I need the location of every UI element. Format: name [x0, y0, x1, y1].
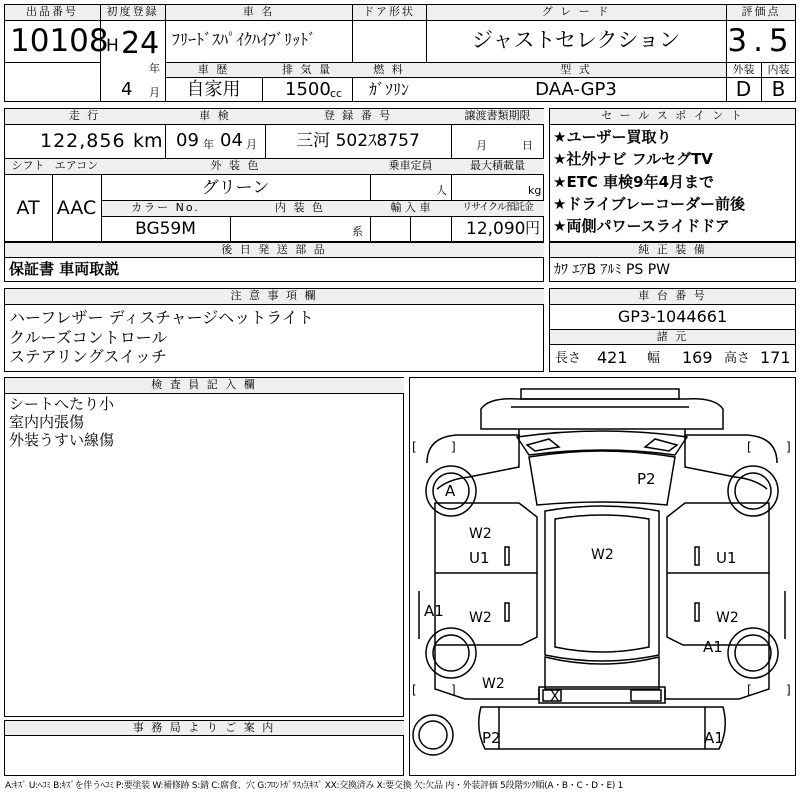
sales-point: ★両側パワースライドドア	[553, 217, 730, 235]
recycle: 12,090	[466, 219, 526, 239]
mark-hood: P2	[637, 470, 656, 488]
import-label: 輸 入 車	[390, 201, 431, 214]
svg-text:]: ]	[786, 683, 791, 697]
length-label: 長さ	[555, 351, 582, 366]
color-no: BG59M	[135, 219, 196, 239]
load-label: 最大積載量	[470, 159, 525, 172]
grade-label: グ レ ー ド	[541, 5, 611, 18]
svg-text:[: [	[747, 683, 752, 697]
exterior-grade: D	[735, 77, 752, 101]
mileage-unit: km	[133, 130, 163, 152]
svg-text:]: ]	[451, 440, 456, 454]
height-label: 高さ	[724, 351, 751, 366]
vehicle-detail-block	[4, 108, 544, 242]
history: 自家用	[186, 79, 241, 100]
later-parts-label: 後 日 発 送 部 品	[221, 243, 327, 256]
inspection-month: 04	[220, 130, 243, 151]
score-label: 評価点	[741, 5, 781, 18]
later-parts-value: 保証書 車両取説	[9, 260, 120, 278]
era: H	[106, 36, 119, 56]
sales-point: ★ドライブレーコーダー前後	[553, 195, 745, 213]
shift: AT	[16, 197, 40, 219]
ext-color: グリーン	[201, 178, 270, 198]
model-code: DAA-GP3	[535, 79, 617, 100]
interior-label: 内装	[767, 63, 790, 76]
width-value: 169	[682, 348, 713, 367]
inspection-year: 09	[176, 130, 199, 151]
mark-door-rr: W2	[716, 610, 739, 626]
notes-label: 注 意 事 項 欄	[230, 289, 318, 302]
dimensions-label: 諸 元	[656, 330, 689, 343]
mark-tail: X	[550, 689, 560, 705]
mark-rocker-l: A1	[424, 602, 444, 620]
car-name-label: 車 名	[242, 5, 275, 18]
svg-text:]: ]	[786, 440, 791, 454]
mark-roof: W2	[591, 547, 614, 563]
inspection-label: 車 検	[199, 109, 231, 122]
int-color-label: 内 装 色	[275, 201, 325, 214]
mileage-label: 走 行	[68, 109, 101, 122]
equipment-value: ｶﾜ ｴｱB ｱﾙﾐ PS PW	[554, 262, 671, 278]
svg-text:[: [	[747, 440, 752, 454]
ext-color-label: 外 装 色	[210, 159, 261, 172]
width-label: 幅	[647, 351, 661, 366]
year-unit: 年	[149, 62, 160, 75]
recycle-unit: 円	[525, 219, 541, 237]
model-label: 型 式	[560, 63, 592, 76]
sales-points-label: セ ー ル ス ポ イ ン ト	[601, 109, 744, 122]
mileage: 122,856	[40, 130, 126, 152]
chassis-label: 車 台 番 号	[638, 289, 707, 302]
month-unit: 月	[149, 86, 160, 99]
sales-point: ★ユーザー買取り	[553, 128, 672, 146]
note-line: ハーフレザー ディスチャージヘットライト	[9, 308, 314, 327]
lot-no: 10108	[10, 23, 109, 59]
mark-door-r: U1	[716, 549, 737, 567]
mark-tire-fl: A	[445, 482, 456, 500]
interior-grade: B	[771, 77, 786, 101]
transfer-day-unit: 日	[522, 139, 533, 152]
equipment-label: 純 正 装 備	[638, 243, 707, 256]
inspector-label: 検 査 員 記 入 欄	[151, 378, 257, 391]
displacement-unit: cc	[330, 87, 343, 100]
transfer-label: 譲渡書類期限	[464, 109, 531, 122]
height-value: 171	[760, 348, 791, 367]
history-label: 車 歴	[197, 63, 230, 76]
color-no-label: カラー No.	[131, 201, 200, 214]
plate-label: 登 録 番 号	[323, 109, 393, 122]
score: 3.5	[727, 23, 795, 59]
int-color-unit: 系	[352, 225, 363, 238]
door-label: ドア形状	[363, 5, 415, 18]
ac-label: エアコン	[54, 159, 99, 172]
inspector-line: 室内内張傷	[9, 413, 85, 431]
mark-rear-bumper-l: P2	[482, 729, 501, 747]
mark-door-l: U1	[469, 549, 490, 567]
mark-quarter-l: W2	[482, 676, 505, 692]
mark-door-rl: W2	[469, 610, 492, 626]
car-name: ﾌﾘｰﾄﾞｽﾊﾟｲｸﾊｲﾌﾞﾘｯﾄﾞ	[172, 30, 317, 49]
first-reg-month: 4	[121, 79, 133, 100]
mark-fender-l: W2	[469, 526, 492, 542]
plate: 三河 502ｽ8757	[296, 131, 420, 151]
mark-quarter-r: A1	[703, 638, 723, 656]
sales-point: ★ETC 車検9年4月まで	[553, 173, 715, 191]
svg-text:[: [	[412, 683, 417, 697]
ac: AAC	[56, 197, 97, 219]
first-reg-label: 初度登録	[106, 5, 159, 18]
displacement: 1500	[285, 79, 331, 100]
svg-text:[: [	[412, 440, 417, 454]
shift-label: シフト	[11, 159, 45, 172]
first-reg-year: 24	[121, 26, 160, 61]
inspection-month-unit: 月	[246, 138, 257, 151]
exterior-label: 外装	[732, 63, 755, 76]
legend: A:ｷｽﾞ U:ﾍｺﾐ B:ｷｽﾞを伴うﾍｺﾐ P:要塗装 W:補修跡 S:錆 C:腐食、穴 G:ﾌﾛﾝﾄｶﾞﾗｽ点ｷｽﾞ XX:交換済み X:要交換 欠:欠品 内・外装評価 5段階ﾗﾝｸ順(A・B・C・D・E) 1	[5, 781, 624, 791]
note-line: クルーズコントロール	[9, 328, 168, 347]
office-label: 事 務 局 よ り ご 案 内	[132, 721, 276, 734]
inspector-line: 外装うすい線傷	[9, 431, 115, 449]
fuel: ｶﾞｿﾘﾝ	[368, 80, 409, 99]
length-value: 421	[597, 348, 628, 367]
capacity-unit: 人	[436, 184, 447, 197]
sales-point: ★社外ナビ フルセグTV	[553, 150, 713, 168]
note-line: ステアリングスイッチ	[9, 347, 167, 366]
transfer-month-unit: 月	[476, 139, 487, 152]
lot-no-label: 出品番号	[26, 5, 78, 18]
load-unit: kg	[528, 184, 542, 197]
displacement-label: 排 気 量	[282, 63, 332, 76]
chassis-number: GP3-1044661	[617, 307, 728, 326]
mark-rear-bumper-r: A1	[704, 729, 724, 747]
capacity-label: 乗車定員	[388, 159, 433, 172]
inspector-line: シートへたり小	[9, 395, 115, 413]
car-diagram	[409, 377, 796, 776]
svg-text:]: ]	[451, 683, 456, 697]
grade: ジャストセレクション	[471, 28, 681, 52]
recycle-label: リサイクル預託金	[462, 202, 533, 213]
inspection-year-unit: 年	[203, 138, 214, 151]
fuel-label: 燃 料	[373, 63, 405, 76]
